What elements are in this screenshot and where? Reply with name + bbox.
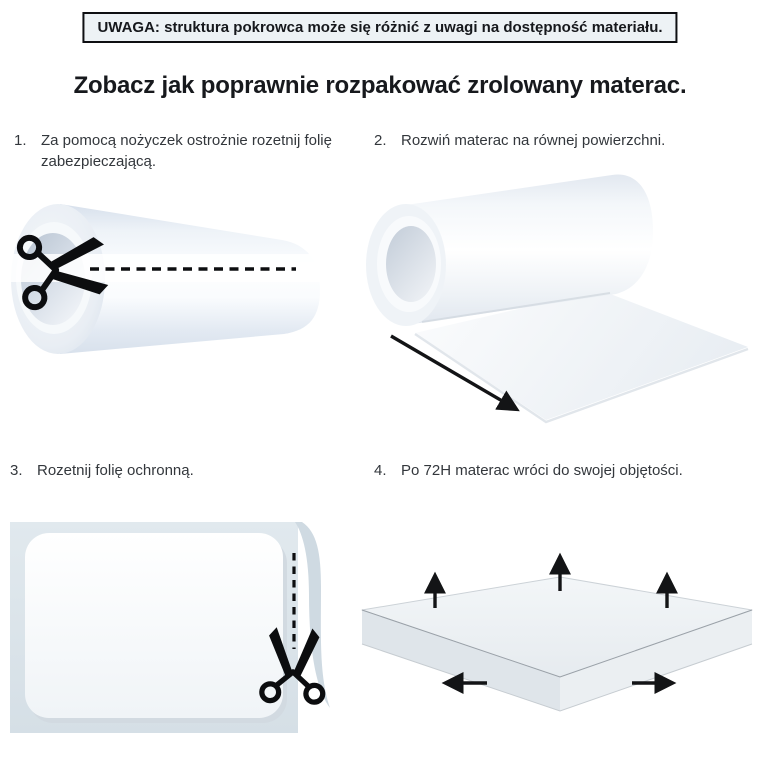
mattress-slab: [362, 577, 752, 711]
step-3-illustration: [0, 505, 360, 760]
step-text: Rozwiń materac na równej powierzchni.: [401, 132, 666, 149]
mattress-flat: [25, 533, 287, 723]
foil-cutting-graphic: [0, 505, 360, 760]
step-number: 2.: [374, 132, 387, 149]
step-2-illustration: [360, 165, 760, 430]
step-1-illustration: [0, 190, 340, 400]
unrolling-mattress-graphic: [360, 165, 760, 430]
step-number: 3.: [10, 462, 23, 479]
step-text: Rozetnij folię ochronną.: [37, 462, 194, 479]
step-1-item: [14, 130, 336, 173]
notice-banner-text: UWAGA: struktura pokrowca może się różnić z uwagi na dostępność materiału.: [97, 19, 663, 36]
step-3-item: [10, 460, 350, 481]
step-text: Po 72H materac wróci do swojej objętości.: [401, 462, 683, 479]
expanding-mattress-graphic: [360, 520, 760, 760]
page-title: Zobacz jak poprawnie rozpakować zrolowany materac.: [73, 72, 687, 100]
step-4-illustration: [360, 520, 760, 760]
rolled-mattress-graphic: [0, 190, 340, 400]
step-text: Za pomocą nożyczek ostrożnie rozetnij folię zabezpieczającą.: [41, 132, 332, 171]
notice-banner: [82, 12, 677, 43]
step-number: 1.: [14, 132, 27, 149]
step-2-item: [374, 130, 760, 151]
step-4-item: [374, 460, 760, 481]
step-number: 4.: [374, 462, 387, 479]
